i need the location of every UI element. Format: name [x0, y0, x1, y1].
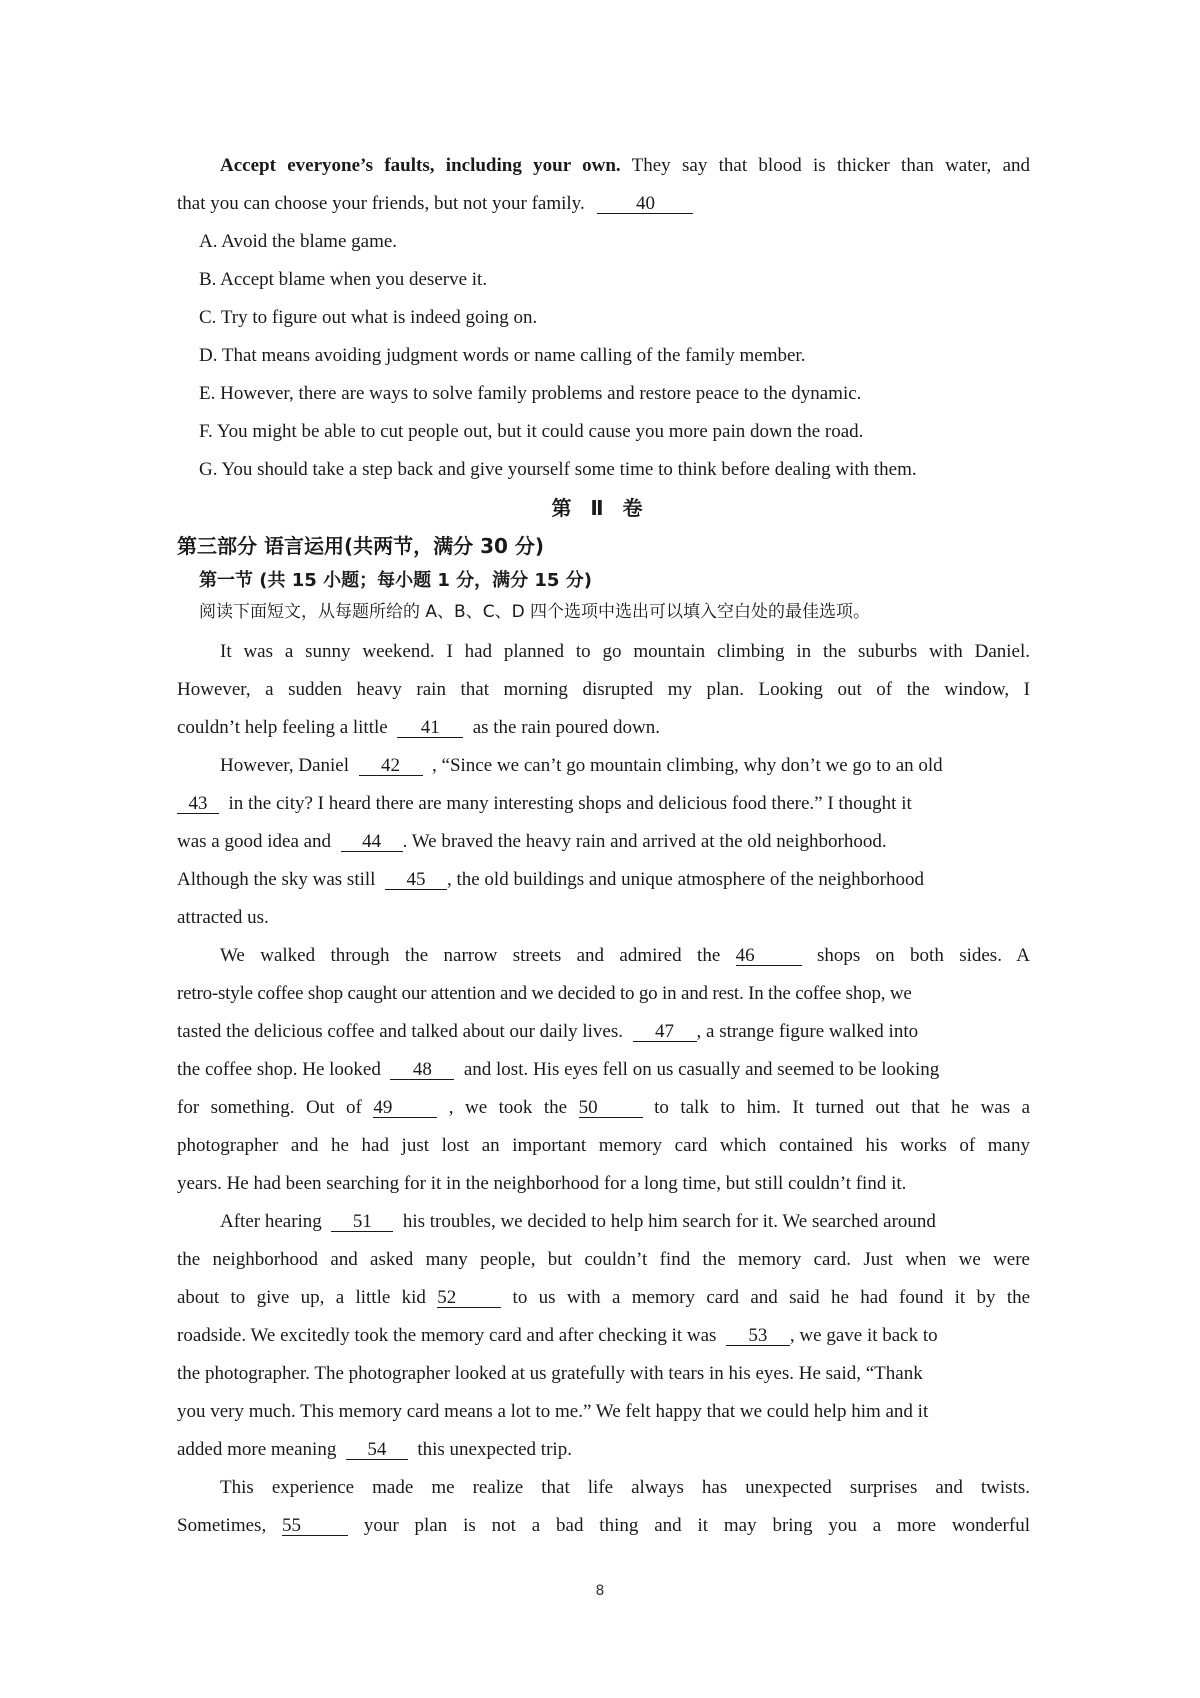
- p1-line-1: It was a sunny weekend. I had planned to go mountain climbing in the suburbs with Daniel.: [220, 641, 1030, 662]
- p1-line-2: However, a sudden heavy rain that morning disrupted my plan. Looking out of the window, I: [177, 679, 1030, 700]
- p2-line-2: 43 in the city? I heard there are many interesting shops and delicious food there.” I thought it: [177, 792, 1030, 816]
- blank-42: 42: [359, 756, 423, 776]
- option-g: G. You should take a step back and give yourself some time to think before dealing with them.: [199, 459, 917, 480]
- p4-line-6: you very much. This memory card means a lot to me.” We felt happy that we could help him and it: [177, 1401, 929, 1422]
- intro-line-1: Accept everyone’s faults, including your own. They say that blood is thicker than water, and: [220, 155, 1031, 176]
- p2-line-5: attracted us.: [177, 907, 269, 928]
- p4-line-3: about to give up, a little kid 52 to us with a memory card and said he had found it by the: [177, 1287, 1031, 1308]
- blank-55: 55: [282, 1516, 348, 1536]
- p2-line-3: was a good idea and 44 . We braved the heavy rain and arrived at the old neighborhood.: [177, 831, 887, 852]
- intro-heading: Accept everyone’s faults, including your own.: [220, 155, 621, 176]
- part-title: 第三部分 语言运用(共两节，满分 30 分): [177, 534, 545, 558]
- option-c: C. Try to figure out what is indeed going on.: [199, 307, 538, 328]
- subsection-title: 第一节 (共 15 小题；每小题 1 分，满分 15 分): [199, 570, 592, 591]
- blank-54: 54: [346, 1440, 408, 1460]
- blank-51: 51: [331, 1212, 393, 1232]
- p4-line-5: the photographer. The photographer looked at us gratefully with tears in his eyes. He said, “Thank: [177, 1363, 923, 1384]
- blank-46: 46: [736, 946, 802, 966]
- blank-50: 50: [579, 1098, 643, 1118]
- p3-line-7: years. He had been searching for it in the neighborhood for a long time, but still couldn’t find it.: [177, 1173, 907, 1194]
- blank-48: 48: [390, 1060, 454, 1080]
- page-number: 8: [595, 1583, 605, 1599]
- intro-line-2: that you can choose your friends, but not your family. 40: [177, 192, 1030, 216]
- option-d: D. That means avoiding judgment words or name calling of the family member.: [199, 345, 806, 366]
- blank-52: 52: [437, 1288, 501, 1308]
- volume-title: 第 Ⅱ 卷: [551, 496, 649, 520]
- option-e: E. However, there are ways to solve family problems and restore peace to the dynamic.: [199, 383, 862, 404]
- blank-47: 47: [633, 1022, 697, 1042]
- option-b: B. Accept blame when you deserve it.: [199, 269, 488, 290]
- blank-53: 53: [726, 1326, 790, 1346]
- p3-line-5: for something. Out of 49 , we took the 50 to talk to him. It turned out that he was a: [177, 1097, 1031, 1118]
- option-a: A. Avoid the blame game.: [199, 231, 398, 252]
- instruction: 阅读下面短文，从每题所给的 A、B、C、D 四个选项中选出可以填入空白处的最佳选项。: [199, 602, 871, 622]
- p4-line-1: After hearing 51 his troubles, we decided to help him search for it. We searched around: [220, 1211, 936, 1232]
- blank-49: 49: [373, 1098, 437, 1118]
- p1-line-3: couldn’t help feeling a little 41 as the rain poured down.: [177, 717, 661, 738]
- p4-line-4: roadside. We excitedly took the memory card and after checking it was 53 , we gave it back to: [177, 1325, 938, 1346]
- blank-40: 40: [597, 194, 693, 214]
- p3-line-6: photographer and he had just lost an important memory card which contained his works of many: [177, 1135, 1030, 1156]
- p3-line-3: tasted the delicious coffee and talked about our daily lives. 47 , a strange figure walked into: [177, 1021, 919, 1042]
- p3-line-2: retro-style coffee shop caught our attention and we decided to go in and rest. In the coffee shop, we: [177, 983, 912, 1004]
- p4-line-2: the neighborhood and asked many people, but couldn’t find the memory card. Just when we were: [177, 1249, 1030, 1270]
- p4-line-7: added more meaning 54 this unexpected trip.: [177, 1439, 572, 1460]
- p5-line-1: This experience made me realize that life always has unexpected surprises and twists.: [220, 1477, 1030, 1498]
- option-f: F. You might be able to cut people out, but it could cause you more pain down the road.: [199, 421, 864, 442]
- p5-line-2: Sometimes, 55 your plan is not a bad thing and it may bring you a more wonderful: [177, 1515, 1030, 1536]
- blank-44: 44: [341, 832, 403, 852]
- blank-41: 41: [397, 718, 463, 738]
- p2-line-4: Although the sky was still 45 , the old buildings and unique atmosphere of the neighborhood: [177, 869, 924, 890]
- p3-line-1: We walked through the narrow streets and admired the 46 shops on both sides. A: [220, 945, 1030, 966]
- blank-43: 43: [177, 794, 219, 814]
- blank-45: 45: [385, 870, 447, 890]
- p2-line-1: However, Daniel 42 , “Since we can’t go mountain climbing, why don’t we go to an old: [220, 755, 943, 776]
- p3-line-4: the coffee shop. He looked 48 and lost. His eyes fell on us casually and seemed to be looking: [177, 1059, 940, 1080]
